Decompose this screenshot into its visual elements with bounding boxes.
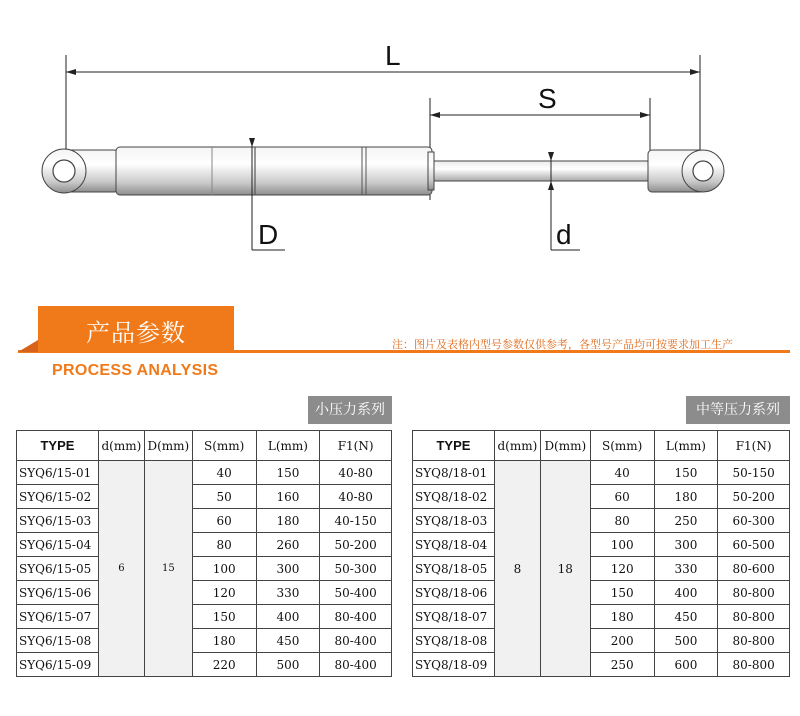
stroke-cell: 40 <box>192 461 256 485</box>
table-row <box>17 581 392 605</box>
series-label-medium: 中等压力系列 <box>686 396 790 424</box>
table-header-row <box>17 431 392 461</box>
force-cell: 50-300 <box>320 557 392 581</box>
col-stroke: S(mm) <box>192 431 256 461</box>
force-cell: 80-600 <box>718 557 790 581</box>
force-cell: 40-150 <box>320 509 392 533</box>
stroke-cell: 120 <box>192 581 256 605</box>
type-cell: SYQ8/18-05 <box>413 557 495 581</box>
type-cell: SYQ8/18-02 <box>413 485 495 509</box>
type-cell: SYQ6/15-09 <box>17 653 99 677</box>
series-label-small: 小压力系列 <box>308 396 392 424</box>
body-diameter-cell: 18 <box>540 461 590 677</box>
length-cell: 500 <box>256 653 320 677</box>
table-header-row <box>413 431 790 461</box>
stroke-cell: 150 <box>192 605 256 629</box>
stroke-cell: 120 <box>590 557 654 581</box>
stroke-cell: 220 <box>192 653 256 677</box>
col-body-diameter: D(mm) <box>540 431 590 461</box>
piston-rod <box>434 161 652 181</box>
col-type: TYPE <box>17 431 99 461</box>
stroke-cell: 180 <box>590 605 654 629</box>
stroke-cell: 250 <box>590 653 654 677</box>
col-length: L(mm) <box>654 431 718 461</box>
type-cell: SYQ8/18-03 <box>413 509 495 533</box>
table-row <box>413 557 790 581</box>
section-subtitle: PROCESS ANALYSIS <box>52 362 219 379</box>
force-cell: 80-800 <box>718 605 790 629</box>
left-end-fitting <box>42 149 120 193</box>
stroke-cell: 100 <box>192 557 256 581</box>
col-body-diameter: D(mm) <box>144 431 192 461</box>
stroke-cell: 80 <box>590 509 654 533</box>
type-cell: SYQ8/18-07 <box>413 605 495 629</box>
type-cell: SYQ8/18-08 <box>413 629 495 653</box>
force-cell: 80-800 <box>718 629 790 653</box>
dimension-big-d-label: D <box>258 219 279 250</box>
type-cell: SYQ8/18-04 <box>413 533 495 557</box>
type-cell: SYQ6/15-06 <box>17 581 99 605</box>
dimension-s-label: S <box>538 83 557 114</box>
col-stroke: S(mm) <box>590 431 654 461</box>
type-cell: SYQ6/15-07 <box>17 605 99 629</box>
force-cell: 50-150 <box>718 461 790 485</box>
length-cell: 300 <box>654 533 718 557</box>
table-row <box>17 629 392 653</box>
table-row <box>413 605 790 629</box>
length-cell: 260 <box>256 533 320 557</box>
length-cell: 160 <box>256 485 320 509</box>
type-cell: SYQ6/15-01 <box>17 461 99 485</box>
stroke-cell: 60 <box>192 509 256 533</box>
col-rod-diameter: d(mm) <box>98 431 144 461</box>
length-cell: 300 <box>256 557 320 581</box>
force-cell: 50-400 <box>320 581 392 605</box>
col-rod-diameter: d(mm) <box>494 431 540 461</box>
dimension-l-label: L <box>385 40 401 71</box>
stroke-cell: 60 <box>590 485 654 509</box>
right-end-fitting <box>648 150 724 192</box>
length-cell: 180 <box>654 485 718 509</box>
type-cell: SYQ6/15-05 <box>17 557 99 581</box>
length-cell: 450 <box>256 629 320 653</box>
length-cell: 150 <box>654 461 718 485</box>
force-cell: 80-800 <box>718 581 790 605</box>
table-row <box>17 557 392 581</box>
type-cell: SYQ6/15-02 <box>17 485 99 509</box>
table-row <box>413 629 790 653</box>
stroke-cell: 100 <box>590 533 654 557</box>
table-row <box>413 509 790 533</box>
force-cell: 80-400 <box>320 605 392 629</box>
length-cell: 150 <box>256 461 320 485</box>
table-row <box>17 509 392 533</box>
type-cell: SYQ8/18-06 <box>413 581 495 605</box>
type-cell: SYQ6/15-08 <box>17 629 99 653</box>
length-cell: 400 <box>256 605 320 629</box>
table-row <box>17 653 392 677</box>
spec-table-small <box>16 430 392 677</box>
table-row <box>413 485 790 509</box>
length-cell: 600 <box>654 653 718 677</box>
type-cell: SYQ6/15-04 <box>17 533 99 557</box>
stroke-cell: 40 <box>590 461 654 485</box>
rod-diameter-cell: 8 <box>494 461 540 677</box>
table-row <box>413 533 790 557</box>
gas-spring-diagram <box>0 0 800 290</box>
type-cell: SYQ6/15-03 <box>17 509 99 533</box>
cylinder-body <box>116 147 434 195</box>
force-cell: 80-800 <box>718 653 790 677</box>
force-cell: 80-400 <box>320 629 392 653</box>
body-diameter-cell: 15 <box>144 461 192 677</box>
type-cell: SYQ8/18-01 <box>413 461 495 485</box>
length-cell: 250 <box>654 509 718 533</box>
col-length: L(mm) <box>256 431 320 461</box>
col-force: F1(N) <box>320 431 392 461</box>
stroke-cell: 150 <box>590 581 654 605</box>
force-cell: 80-400 <box>320 653 392 677</box>
rod-diameter-cell: 6 <box>98 461 144 677</box>
length-cell: 500 <box>654 629 718 653</box>
table-row <box>413 653 790 677</box>
section-title: 产品参数 <box>86 319 186 347</box>
force-cell: 60-300 <box>718 509 790 533</box>
dimension-s <box>430 83 650 200</box>
stroke-cell: 50 <box>192 485 256 509</box>
table-row <box>413 581 790 605</box>
force-cell: 40-80 <box>320 461 392 485</box>
dimension-small-d-label: d <box>556 219 572 250</box>
spec-table-medium <box>412 430 790 677</box>
col-force: F1(N) <box>718 431 790 461</box>
table-row <box>17 485 392 509</box>
section-header-tab <box>38 306 234 352</box>
table-row <box>17 461 392 485</box>
reference-note: 注：图片及表格内型号参数仅供参考，各型号产品均可按要求加工生产 <box>392 338 733 351</box>
length-cell: 330 <box>654 557 718 581</box>
stroke-cell: 80 <box>192 533 256 557</box>
length-cell: 330 <box>256 581 320 605</box>
table-row <box>413 461 790 485</box>
col-type: TYPE <box>413 431 495 461</box>
table-row <box>17 533 392 557</box>
stroke-cell: 180 <box>192 629 256 653</box>
force-cell: 60-500 <box>718 533 790 557</box>
stroke-cell: 200 <box>590 629 654 653</box>
length-cell: 400 <box>654 581 718 605</box>
force-cell: 40-80 <box>320 485 392 509</box>
length-cell: 450 <box>654 605 718 629</box>
header-notch <box>18 340 38 352</box>
type-cell: SYQ8/18-09 <box>413 653 495 677</box>
force-cell: 50-200 <box>718 485 790 509</box>
length-cell: 180 <box>256 509 320 533</box>
force-cell: 50-200 <box>320 533 392 557</box>
table-row <box>17 605 392 629</box>
